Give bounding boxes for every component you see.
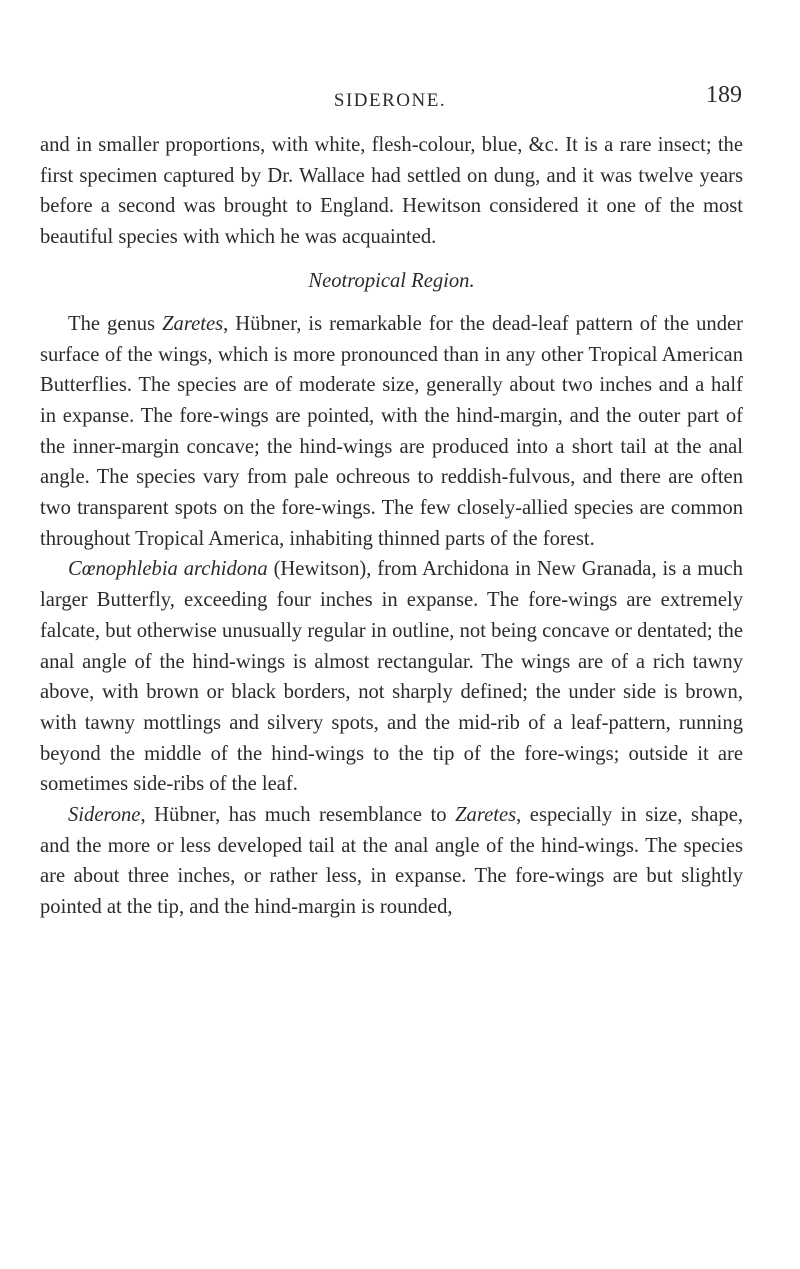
paragraph-text: , especially in size, shape, and the more or less developed tail at the anal angle of the hind-wings. The species are about three inches, or rather less, in expanse. The fore-wings are but slightly pointed at the tip, and the hind-margin is rounded, bbox=[40, 804, 743, 919]
genus-name: Siderone bbox=[68, 804, 141, 827]
paragraph-text: (Hewitson), from Archidona in New Granada, is a much larger Butterfly, exceeding four inches in expanse. The fore-wings are extremely falcate, but otherwise unusually regular in outline, not being concave or dentated; the anal angle of the hind-wings is almost rectangular. The wings are of a rich tawny above, with brown or black borders, not sharply defined; the under side is brown, with tawny mottlings and silvery spots, and the mid-rib of a leaf-pattern, running beyond the middle of the hind-wings to the tip of the fore-wings; outside it are sometimes side-ribs of the leaf. bbox=[40, 558, 743, 796]
running-head bbox=[40, 82, 742, 118]
species-name: Cœnophlebia archidona bbox=[68, 558, 268, 581]
genus-name: Zaretes bbox=[162, 312, 224, 335]
paragraph-text: , Hübner, is remarkable for the dead-leaf pattern of the under surface of the wings, which is more pronounced than in any other Tropical American Butterflies. The species are of moderate size, generally about two inches and a half in expanse. The fore-wings are pointed, with the hind-margin, and the outer part of the inner-margin concave; the hind-wings are produced into a short tail at the anal angle. The species vary from pale ochreous to reddish-fulvous, and there are often two transparent spots on the fore-wings. The few closely-allied species are common throughout Tropical America, inhabiting thinned parts of the forest. bbox=[40, 312, 743, 550]
running-title: SIDERONE. bbox=[333, 90, 447, 111]
paragraph-lead: The genus bbox=[68, 312, 163, 335]
paragraph-siderone bbox=[40, 800, 743, 923]
paragraph-zaretes bbox=[40, 309, 743, 555]
body-text bbox=[40, 130, 743, 923]
genus-name: Zaretes bbox=[455, 804, 517, 827]
paragraph-coenophlebia bbox=[40, 554, 743, 800]
section-heading: Neotropical Region. bbox=[308, 269, 475, 292]
paragraph-text: , Hübner, has much resemblance to bbox=[140, 804, 456, 827]
paragraph-continued: and in smaller proportions, with white, flesh-colour, blue, &c. It is a rare insect; the first specimen captured by Dr. Wallace had settled on dung, and it was twelve years before a second was brought to England. Hewitson considered it one of the most beautiful species with which he was acquainted. bbox=[40, 134, 743, 249]
page-number: 189 bbox=[706, 82, 742, 108]
